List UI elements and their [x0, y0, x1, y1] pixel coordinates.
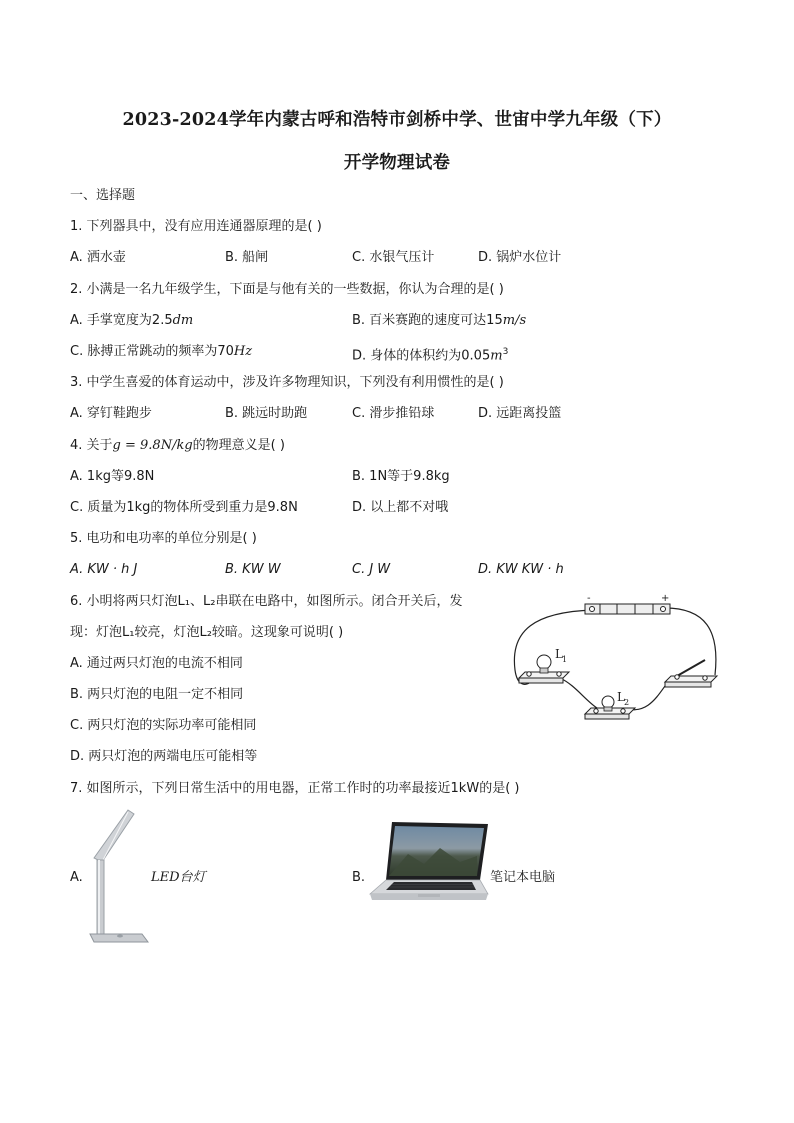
lamp-l1 — [519, 647, 569, 683]
knife-switch — [665, 660, 717, 687]
q7-option-b-letter: B. — [352, 870, 366, 885]
q2-option-a — [70, 312, 193, 330]
q2-option-c-unit: Hz — [233, 344, 253, 359]
q2-option-d — [352, 343, 508, 365]
exam-title-line2: 开学物理试卷 — [343, 153, 451, 173]
q1-stem: 1. 下列器具中，没有应用连通器原理的是( ) — [70, 219, 322, 234]
battery-plus-label: + — [661, 593, 670, 604]
lamp-l2-label: L — [617, 690, 625, 704]
q6-option-a: A. 通过两只灯泡的电流不相同 — [70, 656, 243, 671]
q4-option-a: A. 1kg等9.8N — [70, 469, 155, 484]
q4-stem — [70, 437, 285, 455]
q1-option-a: A. 洒水壶 — [70, 250, 126, 265]
q4-option-c: C. 质量为1kg的物体所受到重力是9.8N — [70, 500, 298, 515]
q7-option-a-text: LED台灯 — [151, 870, 206, 885]
q2-option-a-text: A. 手掌宽度为2.5 — [70, 313, 173, 328]
q2-option-d-exponent: 3 — [502, 347, 509, 357]
q2-option-b-text: B. 百米赛跑的速度可达15 — [352, 313, 503, 328]
q2-option-d-text: D. 身体的体积约为0.05 — [352, 348, 491, 364]
wire-l1-to-l2 — [560, 678, 597, 708]
q4-stem-pre: 4. 关于 — [70, 438, 113, 453]
wire-l2-to-switch — [623, 686, 665, 710]
q7-stem: 7. 如图所示，下列日常生活中的用电器，正常工作时的功率最接近1kW的是( ) — [70, 781, 520, 796]
lamp-l1-label: L — [555, 647, 563, 661]
q2-option-c-text: C. 脉搏正常跳动的频率为70 — [70, 344, 234, 359]
q5-option-c: C. J W — [352, 562, 391, 577]
q6-option-b: B. 两只灯泡的电阻一定不相同 — [70, 687, 244, 702]
q4-stem-formula: g = 9.8N/kg — [112, 438, 193, 453]
lamp-l1-sub: 1 — [562, 655, 568, 664]
q5-stem: 5. 电功和电功率的单位分别是( ) — [70, 531, 257, 546]
q3-stem: 3. 中学生喜爱的体育运动中，涉及许多物理知识，下列没有利用惯性的是( ) — [70, 375, 504, 390]
q6-option-c: C. 两只灯泡的实际功率可能相同 — [70, 718, 257, 733]
q1-option-c: C. 水银气压计 — [352, 250, 435, 265]
circuit-diagram — [505, 590, 730, 735]
q3-option-a: A. 穿钉鞋跑步 — [70, 406, 152, 421]
q5-option-a: A. KW · h J — [70, 562, 138, 577]
q2-option-a-unit: dm — [172, 313, 194, 328]
q6-option-d: D. 两只灯泡的两端电压可能相等 — [70, 749, 258, 764]
q1-option-d: D. 锅炉水位计 — [478, 250, 562, 265]
wire-battery-to-switch — [665, 608, 716, 675]
q5-option-b: B. KW W — [225, 562, 281, 577]
q7-option-a-letter: A. — [70, 870, 83, 885]
q7-option-b-label: 笔记本电脑 — [490, 870, 556, 885]
battery-pack — [585, 593, 670, 614]
q2-option-c — [70, 343, 252, 361]
q4-stem-post: 的物理意义是( ) — [192, 438, 285, 453]
q6-stem-line2: 现：灯泡L₁较亮，灯泡L₂较暗。这现象可说明( ) — [70, 625, 344, 640]
q2-stem: 2. 小满是一名九年级学生，下面是与他有关的一些数据，你认为合理的是( ) — [70, 282, 504, 297]
battery-minus-label: - — [587, 593, 591, 604]
section-heading: 一、选择题 — [70, 188, 136, 203]
exam-title-line1: 2023-2024学年内蒙古呼和浩特市剑桥中学、世宙中学九年级（下） — [122, 110, 672, 130]
q2-option-b-unit: m/s — [502, 313, 527, 328]
lamp-l2-sub: 2 — [624, 698, 630, 707]
q5-option-d: D. KW KW · h — [478, 562, 564, 577]
q3-option-c: C. 滑步推铅球 — [352, 406, 435, 421]
q6-stem-line1: 6. 小明将两只灯泡L₁、L₂串联在电路中，如图所示。闭合开关后，发 — [70, 594, 463, 609]
led-desk-lamp-image — [86, 806, 150, 946]
q1-option-b: B. 船闸 — [225, 250, 269, 265]
q2-option-b — [352, 312, 526, 330]
q4-option-b: B. 1N等于9.8kg — [352, 469, 450, 484]
q3-option-d: D. 远距离投篮 — [478, 406, 562, 421]
q3-option-b: B. 跳远时助跑 — [225, 406, 308, 421]
q7-option-a-label — [151, 869, 206, 887]
laptop-image — [368, 820, 490, 906]
q2-option-d-unit: m — [490, 348, 503, 364]
q4-option-d: D. 以上都不对哦 — [352, 500, 449, 515]
